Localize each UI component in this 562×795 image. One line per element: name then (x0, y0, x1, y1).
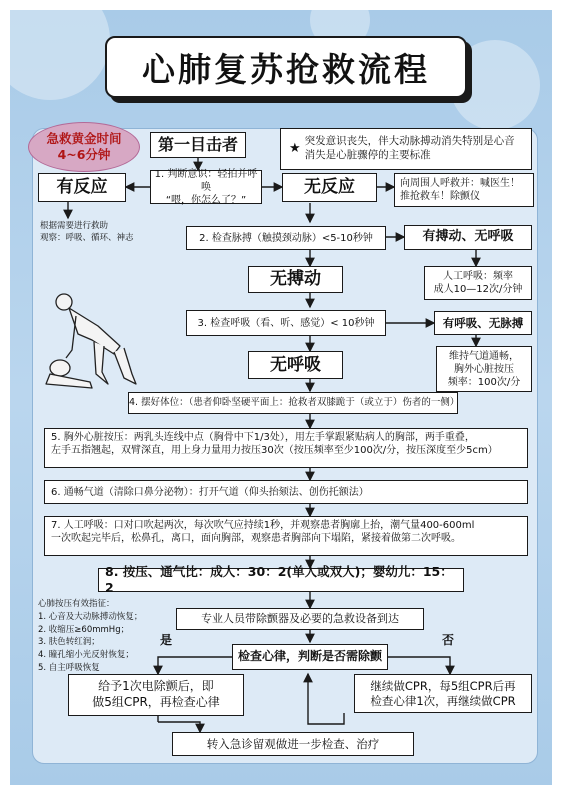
defib-arrives-text: 专业人员带除颤器及必要的急救设备到达 (201, 611, 399, 625)
cpr-illustration (36, 288, 144, 390)
pulse-no-breath-label: 有搏动、无呼吸 (422, 229, 514, 245)
effective-item: 4. 瞳孔缩小光反射恢复； (38, 650, 134, 660)
rescuer-leg (114, 348, 136, 384)
check-rhythm-box (232, 644, 388, 670)
call-help-text: 向周围人呼救并：喊医生！推抢救车！除颤仪 (400, 178, 520, 202)
golden-time-badge (28, 122, 140, 172)
no-label: 否 (442, 633, 455, 647)
step7-line1: 7. 人工呼吸：口对口吹起两次，每次吹气应持续1秒，并观察患者胸廓上抬，潮气量400-600ml (51, 520, 475, 531)
transfer-box (172, 732, 414, 756)
page-title: 心肺复苏抢救流程 (142, 49, 430, 89)
no-breath-box (248, 351, 343, 379)
call-help-box (394, 173, 534, 207)
shock-line1: 给予1次电除颤后，即 (98, 679, 214, 694)
rescue-breath-box (424, 266, 532, 300)
continue-cpr-box (354, 674, 532, 713)
star-icon: ★ (289, 140, 301, 156)
effective-signs (38, 598, 158, 675)
step2-text: 2. 检查脉搏（触摸颈动脉）<5-10秒钟 (199, 232, 373, 244)
patient-body (46, 374, 92, 388)
maintain-box (436, 346, 532, 392)
no-breath-label: 无呼吸 (270, 354, 321, 375)
step2-box (186, 226, 386, 250)
step8-text: 8. 按压、通气比：成人：30：2(单人或双人)；婴幼儿：15：2 (105, 563, 453, 595)
step4-text: 4. 摆好体位：（患者仰卧坚硬平面上：抢救者双膝跪于（或立于）伤者的一侧） (129, 396, 460, 408)
first-witness-box (150, 132, 246, 158)
step5-line2: 左手五指翘起，双臂深直，用上身力量用力按压30次（按压频率至少100次/分，按压深度至少5cm） (51, 445, 498, 456)
effective-item: 3. 肤色转红润； (38, 637, 100, 648)
step5-box (44, 428, 528, 468)
continue-cpr-line2: 检查心律1次，再继续做CPR (370, 693, 516, 708)
note-top-box (280, 128, 532, 170)
golden-time-line1: 急救黄金时间 (46, 130, 122, 146)
step8-box (98, 563, 464, 595)
continue-cpr-line1: 继续做CPR，每5组CPR后再 (370, 678, 516, 693)
defib-arrives-box (176, 608, 424, 630)
step7-line2: 一次吹起完毕后，松鼻孔，离口，面向胸部，观察患者胸部向下塌陷，紧接着做第二次呼吸。 (51, 533, 461, 544)
effective-item: 2. 收缩压≥60mmHg； (38, 624, 130, 635)
check-rhythm-text: 检查心律，判断是否需除颤 (237, 649, 382, 664)
maintain-line3: 频率：100次/分 (447, 376, 521, 388)
step6-box (44, 480, 528, 504)
maintain-line1: 维持气道通畅， (449, 350, 519, 362)
effective-title: 心肺按压有效指征： (38, 599, 115, 609)
patient-head (50, 360, 70, 376)
effective-item: 1. 心音及大动脉搏动恢复； (38, 611, 143, 622)
unresponsive-box (282, 173, 377, 202)
step5-line1: 5. 胸外心脏按压：两乳头连线中点（胸骨中下1/3处），用左手掌跟紧贴病人的胸部，两手重叠， (51, 432, 475, 443)
step3-box (186, 310, 386, 336)
shock-box (68, 674, 244, 716)
step1-box (150, 170, 262, 204)
pulse-no-breath-box (404, 225, 532, 250)
responsive-label: 有反应 (56, 177, 108, 198)
breath-no-pulse-box (434, 311, 532, 335)
golden-time-line2: 4~6分钟 (57, 147, 111, 162)
responsive-note-line1: 根据需要进行救助 (40, 221, 109, 231)
responsive-note (40, 220, 170, 245)
step3-text: 3. 检查呼吸（看、听、感觉）< 10秒钟 (197, 317, 375, 329)
effective-item: 5. 自主呼吸恢复 (38, 662, 100, 673)
rescue-breath-line1: 人工呼吸：频率 (443, 271, 513, 282)
no-pulse-label: 无搏动 (270, 269, 321, 290)
shock-line2: 做5组CPR，再检查心律 (92, 695, 220, 709)
step1-line1: 1. 判断意识：轻拍并呼唤 (154, 168, 258, 193)
step6-text: 6. 通畅气道（清除口鼻分泌物）：打开气道（仰头抬颏法、创伤托额法） (51, 486, 369, 498)
poster (10, 10, 552, 785)
breath-no-pulse-label: 有呼吸、无脉搏 (442, 315, 524, 330)
responsive-note-line2: 观察：呼吸、循环、神志 (40, 233, 134, 244)
responsive-box (38, 173, 126, 202)
step7-box (44, 516, 528, 556)
yes-label: 是 (160, 633, 173, 647)
step1-line2: “喂，你怎么了？” (165, 194, 247, 206)
first-witness-label: 第一目击者 (157, 134, 238, 154)
maintain-line2: 胸外心脏按压 (454, 363, 514, 375)
title-box (105, 36, 467, 98)
decor-bubble (10, 10, 110, 100)
rescuer-head (56, 294, 72, 310)
note-top-text: 突发意识丧失，伴大动脉搏动消失特别是心音消失是心脏骤停的主要标准 (304, 135, 515, 161)
transfer-text: 转入急诊留观做进一步检查、治疗 (206, 736, 380, 751)
rescue-breath-line2: 成人10—12次/分钟 (433, 284, 523, 295)
step4-box (128, 392, 458, 414)
unresponsive-label: 无反应 (304, 177, 355, 198)
no-pulse-box (248, 266, 343, 293)
